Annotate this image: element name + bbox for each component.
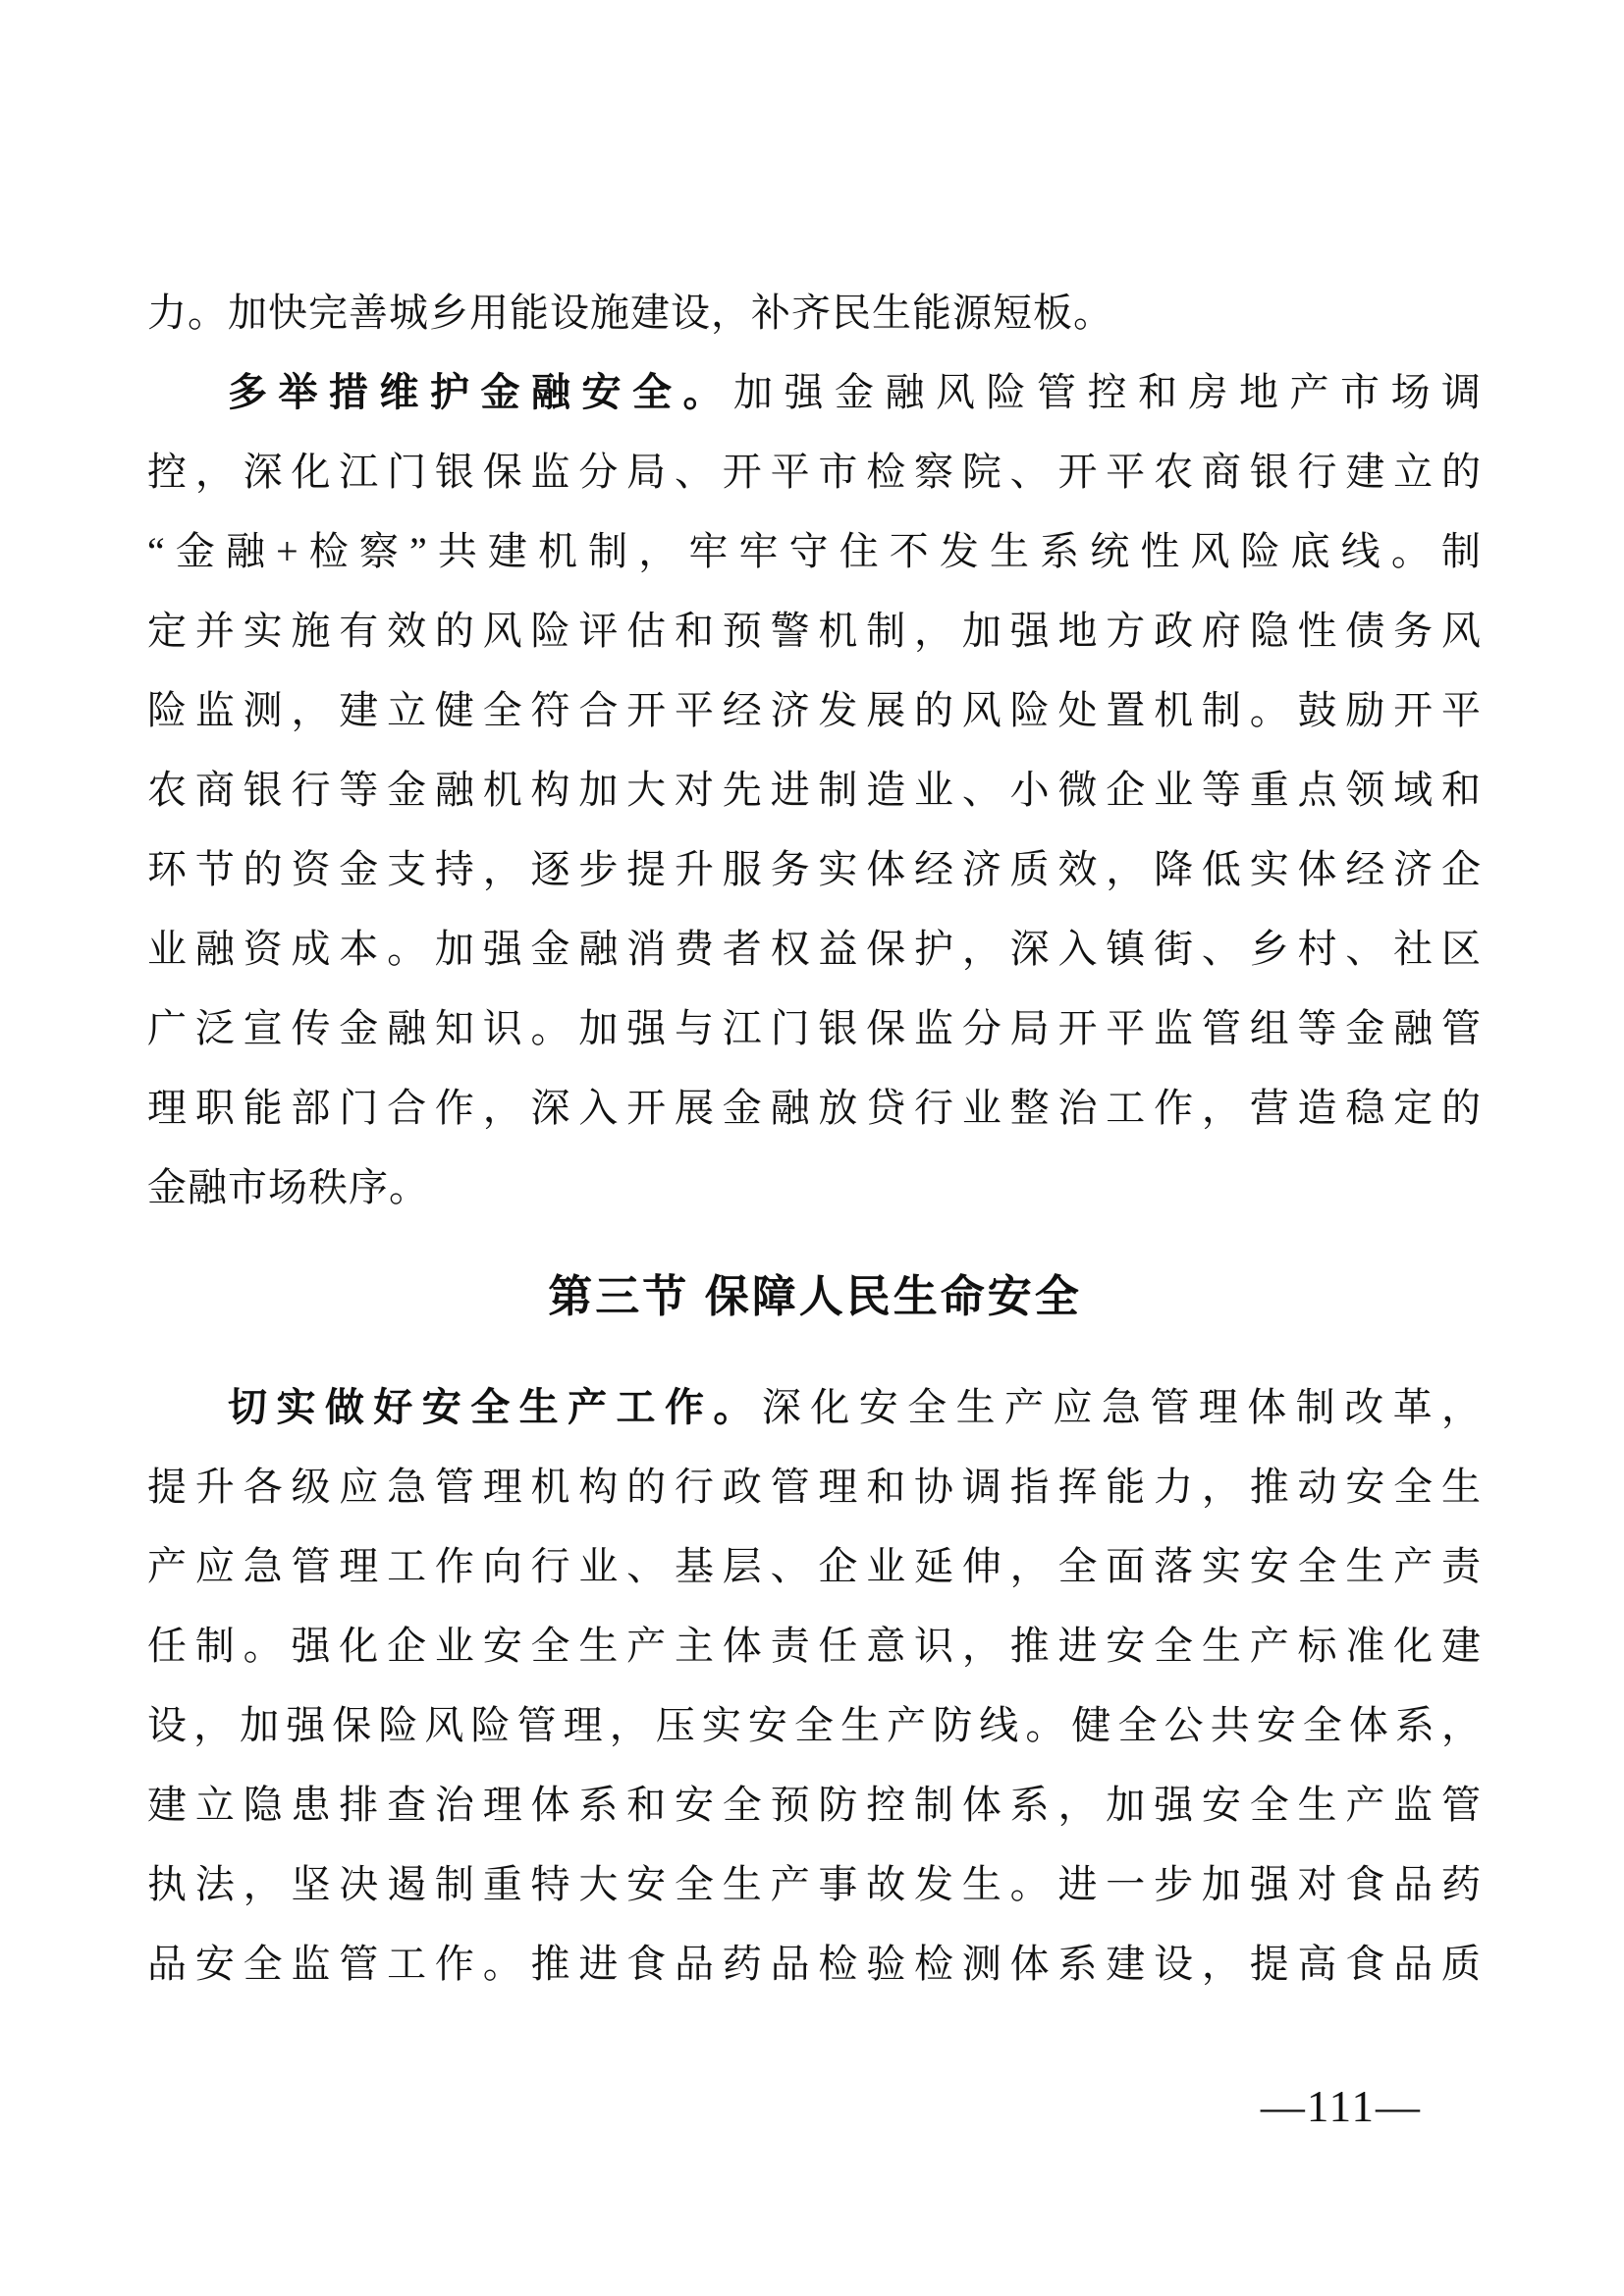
- text-line: [147, 1765, 1483, 1844]
- text-line: [147, 1526, 1483, 1606]
- section-heading: [147, 1256, 1483, 1336]
- text-line: [147, 1924, 1483, 2003]
- text-line: [147, 1068, 1483, 1148]
- line-text: 业融资成本。加强金融消费者权益保护，深入镇街、乡村、社区: [147, 927, 1483, 971]
- line-text: 险监测，建立健全符合开平经济发展的风险处置机制。鼓励开平: [147, 688, 1483, 732]
- line-text: 控，深化江门银保监分局、开平市检察院、开平农商银行建立的: [147, 450, 1483, 494]
- bold-lead: 多举措维护金融安全。: [228, 371, 733, 414]
- text-line: [147, 511, 1483, 591]
- text-line: [147, 1685, 1483, 1765]
- text-line: [147, 1367, 1483, 1447]
- line-text: 执法，坚决遏制重特大安全生产事故发生。进一步加强对食品药: [147, 1862, 1483, 1906]
- line-text: 第三节 保障人民生命安全: [548, 1271, 1082, 1321]
- line-text: 环节的资金支持，逐步提升服务实体经济质效，降低实体经济企: [147, 847, 1483, 891]
- text-line: [147, 909, 1483, 988]
- line-text: 任制。强化企业安全生产主体责任意识，推进安全生产标准化建: [147, 1624, 1483, 1668]
- text-line: [147, 1447, 1483, 1526]
- line-text: 提升各级应急管理机构的行政管理和协调指挥能力，推动安全生: [147, 1465, 1483, 1509]
- text-line: [147, 1606, 1483, 1685]
- page-number: —111—: [1260, 2082, 1422, 2131]
- text-line: [147, 273, 1483, 352]
- line-text: 建立隐患排查治理体系和安全预防控制体系，加强安全生产监管: [147, 1783, 1483, 1827]
- text-block: [147, 273, 1483, 2003]
- line-text: 农商银行等金融机构加大对先进制造业、小微企业等重点领域和: [147, 768, 1483, 812]
- line-text: 设，加强保险风险管理，压实安全生产防线。健全公共安全体系，: [147, 1703, 1483, 1747]
- line-text: 金融市场秩序。: [147, 1165, 429, 1209]
- line-text: 深化安全生产应急管理体制改革，: [761, 1385, 1483, 1429]
- line-text: 定并实施有效的风险评估和预警机制，加强地方政府隐性债务风: [147, 609, 1483, 653]
- line-text: 广泛宣传金融知识。加强与江门银保监分局开平监管组等金融管: [147, 1006, 1483, 1050]
- text-line: [147, 670, 1483, 750]
- text-line: [147, 1148, 1483, 1227]
- text-line: [147, 432, 1483, 511]
- line-text: 产应急管理工作向行业、基层、企业延伸，全面落实安全生产责: [147, 1544, 1483, 1588]
- line-text: 力。加快完善城乡用能设施建设，补齐民生能源短板。: [147, 291, 1113, 335]
- line-text: “金融+检察”共建机制，牢牢守住不发生系统性风险底线。制: [147, 529, 1483, 573]
- text-line: [147, 352, 1483, 432]
- text-line: [147, 591, 1483, 670]
- text-line: [147, 1844, 1483, 1924]
- line-text: 加强金融风险管控和房地产市场调: [733, 370, 1483, 414]
- text-line: [147, 829, 1483, 909]
- text-line: [147, 988, 1483, 1068]
- bold-lead: 切实做好安全生产工作。: [228, 1386, 762, 1429]
- line-text: 理职能部门合作，深入开展金融放贷行业整治工作，营造稳定的: [147, 1086, 1483, 1130]
- line-text: 品安全监管工作。推进食品药品检验检测体系建设，提高食品质: [147, 1942, 1483, 1986]
- text-line: [147, 750, 1483, 829]
